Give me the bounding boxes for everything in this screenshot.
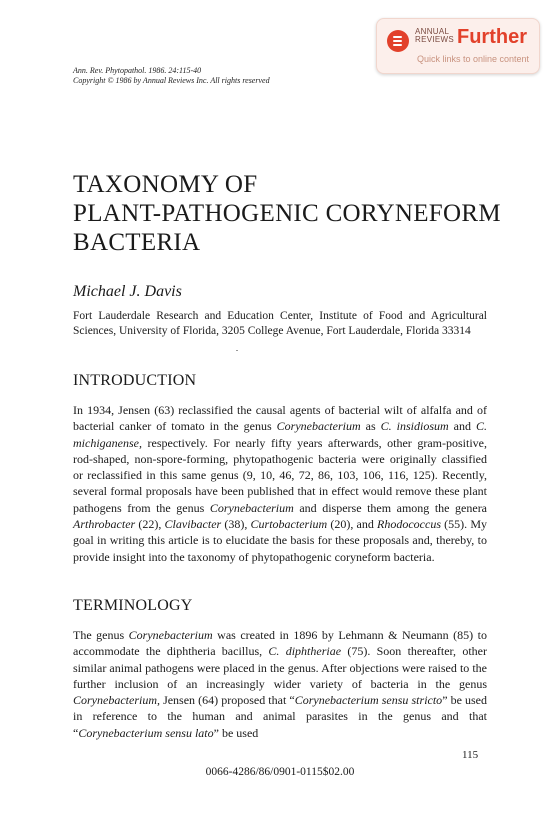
introduction-heading: INTRODUCTION [73,372,197,389]
text-run: respectively. For nearly fifty years afterwards, other gram-positive, rod-shaped, non-spore-forming, phytopathogenic bacteria were originally classified or reclassified in this same genus (9, 10, 46, 72, 86, 103, 106, 116, 125). Recently, several formal proposals have been published that in effect would remove these plant pathogens from the genus [73,435,487,515]
text-run: The genus [73,628,129,642]
text-run: In 1934, Jensen (63) reclassified the causal agents of bacterial wilt of alfalfa and of bacterial canker of tomato in the genus [73,403,487,434]
text-run: as [360,419,381,434]
author-affiliation: Fort Lauderdale Research and Education Center, Institute of Food and Agricultural Sciences, University of Florida, 3205 College Avenue, Fort Lauderdale, Florida 33314 [73,310,487,337]
brand-line-2: REVIEWS [415,35,454,44]
text-run: (20), and [327,517,378,532]
italic-term: Corynebacterium sensu stricto [294,693,443,708]
italic-term: C. michiganense, [73,419,488,450]
terminology-heading: TERMINOLOGY [73,597,193,614]
author-name: Michael J. Davis [73,283,182,300]
text-run: was created in 1896 by Lehmann & Neumann (85) to accommodate the diphtheria bacillus, [73,628,487,659]
italic-term: Arthrobacter [73,517,136,532]
article-title [73,170,501,257]
italic-term: Corynebacterium sensu lato [78,725,214,740]
further-widget[interactable] [376,18,540,74]
text-run: (55). My goal in writing this article is to elucidate the basis for these proposals and, thereby, to provide insight into the taxonomy of phytopathogenic coryneform bacteria. [73,517,487,564]
italic-term: Rhodococcus [377,517,441,532]
stray-mark [236,350,238,351]
brand-line-1: ANNUAL [415,27,450,36]
italic-term: C. diphtheriae [268,644,342,659]
title-line-2: PLANT-PATHOGENIC CORYNEFORM [73,200,501,227]
title-line-3: BACTERIA [73,229,201,256]
italic-term: Curtobacterium [250,517,328,532]
text-run: ” be used [213,725,259,740]
text-run: (22), [135,517,165,532]
footer-code: 0066-4286/86/0901-0115$02.00 [205,766,355,778]
annual-reviews-brand [415,28,454,44]
text-run: (75). Soon thereafter, other similar animal pathogens were placed in the genus. After objections were raised to the further inclusion of an increasingly wider variety of bacteria in the genus [73,644,487,691]
italic-term: Corynebacterium, [73,693,160,708]
text-run: and disperse them among the genera [293,500,488,515]
journal-citation [73,66,270,86]
text-run: (38), [221,517,251,532]
page-number: 115 [462,749,479,761]
italic-term: Corynebacterium [128,628,213,642]
text-run: and [448,419,477,434]
citation-line-1: Ann. Rev. Phytopathol. 1986. 24:115-40 [73,66,202,75]
citation-line-2: Copyright © 1986 by Annual Reviews Inc. All rights reserved [73,76,270,85]
terminology-paragraph [73,627,487,741]
italic-term: Corynebacterium [209,500,294,515]
further-subtitle[interactable]: Quick links to online content [417,54,530,64]
text-run: ” be used in reference to the human and animal parasites in the genus and that “ [73,693,487,740]
italic-term: Corynebacterium [276,419,361,434]
introduction-paragraph [73,402,487,565]
italic-term: C. insidiosum [380,419,449,434]
italic-term: Clavibacter [164,517,222,532]
further-title: Further [457,26,527,48]
annual-reviews-logo-icon [387,30,409,52]
text-run: Jensen (64) proposed that “ [159,693,295,708]
title-line-1: TAXONOMY OF [73,171,258,198]
